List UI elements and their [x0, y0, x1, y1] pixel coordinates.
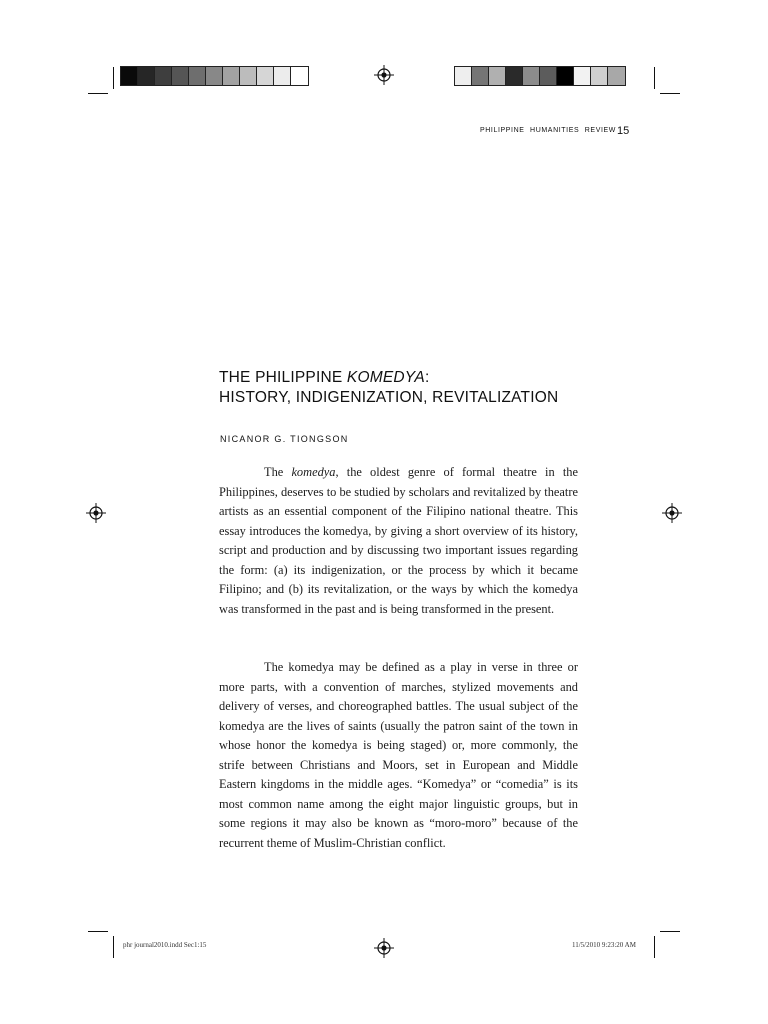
article-title: [219, 368, 619, 408]
color-swatch: [257, 67, 274, 85]
crop-mark-bottom-right-v: [654, 936, 655, 958]
color-swatch: [574, 67, 591, 85]
color-bar-right: [454, 66, 626, 86]
page-number: 15: [617, 125, 630, 137]
color-swatch: [455, 67, 472, 85]
paragraph-1-start: The: [264, 465, 292, 479]
color-swatch: [240, 67, 257, 85]
color-swatch: [172, 67, 189, 85]
registration-mark-right-icon: [662, 503, 682, 523]
paragraph-2: The komedya may be defined as a play in verse in three or more parts, with a convention of marches, stylized movements and delivery of verses, and choreographed battles. The usual subject of the komedya are the lives of saints (usually the patron saint of the town in whose honor the komedya is being staged) or, more commonly, the strife between Christians and Moors, set in European and Middle Eastern kingdoms in the middle ages. “Komedya” or “comedia” is its most common name among the eight major linguistic groups, but in some regions it may also be known as “moro-moro” because of the recurrent theme of Muslim-Christian conflict.: [219, 660, 578, 850]
color-swatch: [523, 67, 540, 85]
color-swatch: [557, 67, 574, 85]
crop-mark-top-left-v: [113, 67, 114, 89]
author-name: NICANOR G. TIONGSON: [220, 434, 349, 444]
color-swatch: [472, 67, 489, 85]
color-swatch: [274, 67, 291, 85]
crop-mark-bottom-left-v: [113, 936, 114, 958]
registration-mark-top-icon: [374, 65, 394, 85]
color-swatch: [608, 67, 625, 85]
color-swatch: [591, 67, 608, 85]
title-line-2: HISTORY, INDIGENIZATION, REVITALIZATION: [219, 389, 559, 406]
crop-mark-top-left-h: [88, 93, 108, 94]
registration-mark-bottom-icon: [374, 938, 394, 958]
color-bar-left: [120, 66, 309, 86]
title-colon: :: [424, 369, 430, 386]
color-swatch: [121, 67, 138, 85]
color-swatch: [155, 67, 172, 85]
running-header-title: PHILIPPINE HUMANITIES REVIEW: [480, 127, 616, 134]
crop-mark-top-right-v: [654, 67, 655, 89]
slug-filename: phr journal2010.indd Sec1:15: [123, 941, 207, 949]
color-swatch: [540, 67, 557, 85]
title-italic-word: KOMEDYA: [346, 369, 425, 386]
color-swatch: [506, 67, 523, 85]
crop-mark-bottom-right-h: [660, 931, 680, 932]
color-swatch: [223, 67, 240, 85]
crop-mark-top-right-h: [660, 93, 680, 94]
crop-mark-bottom-left-h: [88, 931, 108, 932]
title-line-1: [219, 368, 619, 388]
registration-mark-left-icon: [86, 503, 106, 523]
color-swatch: [291, 67, 308, 85]
paragraph-1: [219, 463, 578, 619]
paragraph-1-italic-term: komedya: [291, 465, 336, 479]
color-swatch: [206, 67, 223, 85]
slug-timestamp: 11/5/2010 9:23:20 AM: [572, 941, 636, 949]
color-swatch: [189, 67, 206, 85]
color-swatch: [489, 67, 506, 85]
title-prefix: THE PHILIPPINE: [219, 369, 347, 386]
paragraph-1-rest: , the oldest genre of formal theatre in the Philippines, deserves to be studied by scholars and revitalized by theatre artists as an essential component of the Filipino national theatre. This essay introduces the komedya, by giving a short overview of its history, script and production and by discussing two important issues regarding the form: (a) its indigenization, or the process by which it became Filipino; and (b) its revitalization, or the ways by which the komedya was transformed in the past and is being transformed in the present.: [219, 465, 578, 616]
color-swatch: [138, 67, 155, 85]
